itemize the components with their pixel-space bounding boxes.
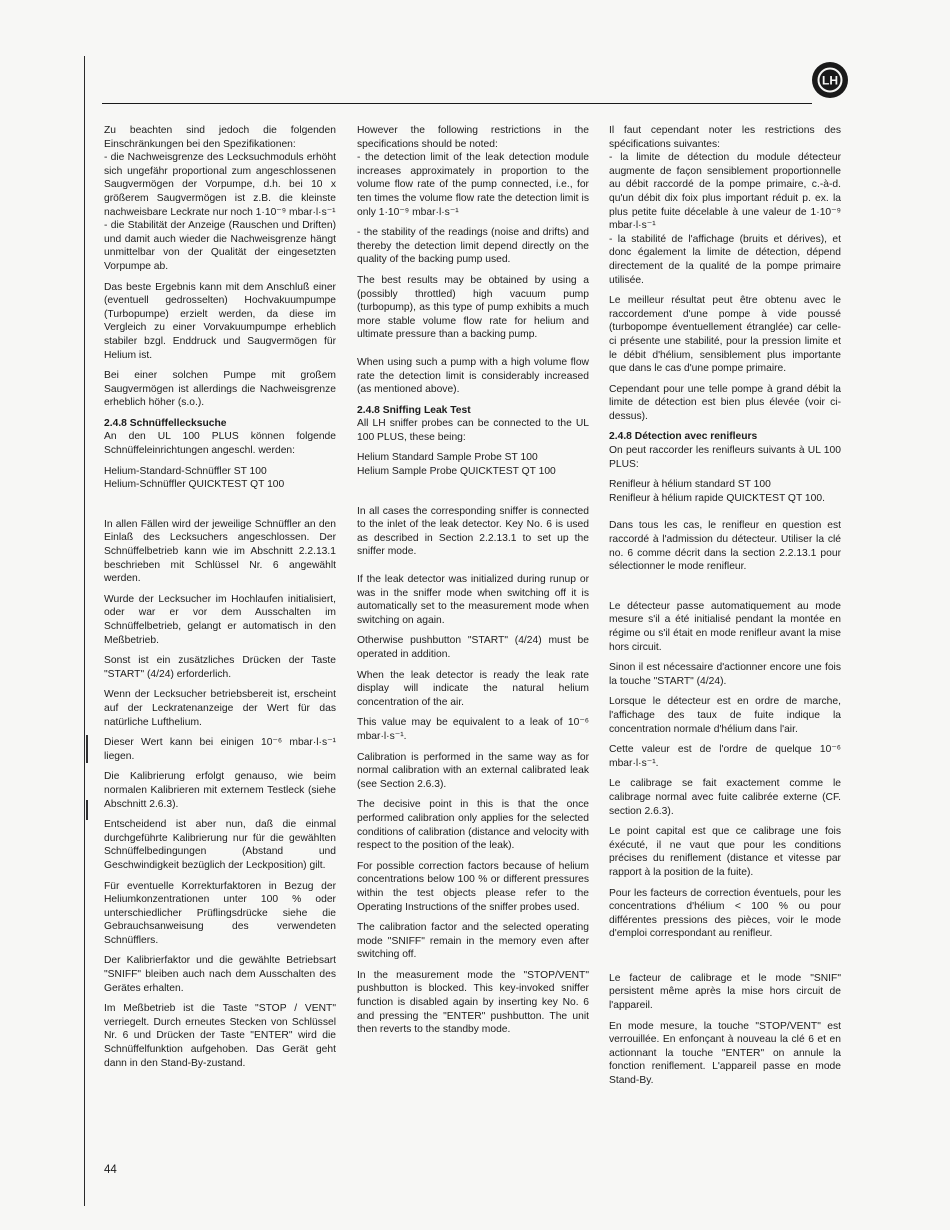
bullet: - the stability of the readings (noise and drifts) and thereby the detection limit depend directly on the quality of the backing pump used. xyxy=(357,227,589,266)
paragraph: Für eventuelle Korrekturfaktoren in Bezug der Heliumkonzentrationen unter 100 % oder unterschiedlicher Prüflingsdrücke siehe die Gebrauchsanweisung des verwendeten Schnüfflers. xyxy=(104,880,336,946)
header-rule xyxy=(102,103,812,104)
paragraph: Das beste Ergebnis kann mit dem Anschluß einer (eventuell gedrosselten) Hochvakuumpumpe (Turbopumpe) erzielt werden, da diese im Vergleich zu einer Vorvakuumpumpe erheblich stabiler bzgl. Enddruck und Saugvermögen für Helium ist. xyxy=(104,281,336,361)
paragraph: Dieser Wert kann bei einigen 10⁻⁶ mbar·l·s⁻¹ liegen. xyxy=(104,737,336,762)
paragraph: Il faut cependant noter les restrictions des spécifications suivantes: xyxy=(609,125,841,150)
probe-item: Renifleur à hélium rapide QUICKTEST QT 100. xyxy=(609,492,825,504)
change-bar xyxy=(86,800,88,820)
paragraph: Lorsque le détecteur est en ordre de marche, l'affichage des taux de fuite indique la concentration normale d'hélium dans l'air. xyxy=(609,696,841,735)
paragraph: The best results may be obtained by using a (possibly throttled) high vacuum pump (turbopump), as this type of pump exhibits a much more stable volume flow rate for helium and ultimate pressure than a backing pump. xyxy=(357,274,589,341)
probe-item: Renifleur à hélium standard ST 100 xyxy=(609,479,771,491)
column-english xyxy=(357,124,589,1037)
paragraph: Im Meßbetrieb ist die Taste "STOP / VENT" verriegelt. Durch erneutes Stecken von Schlüssel Nr. 6 und Drücken der Taste "ENTER" wird die Schnüffelfunktion aufgehoben. Das Gerät geht dann in den Stand-By-zustand. xyxy=(104,1003,336,1069)
paragraph: If the leak detector was initialized during runup or was in the sniffer mode when switching off it is automatically set to the measurement mode when switching on again. xyxy=(357,574,589,626)
paragraph: For possible correction factors because of helium concentrations below 100 % or different pressures within the test objects please refer to the Operating Instructions of the sniffer probes used. xyxy=(357,860,589,913)
bullet: - die Nachweisgrenze des Lecksuchmoduls erhöht sich ungefähr proportional zum angeschlossenen Saugvermögen der Vorpumpe, d.h. bei 10 x größerem Saugvermögen ist z.B. die kleinste nachweisbare Leckrate nur noch 1·10⁻⁹ mbar·l·s⁻¹ xyxy=(104,152,336,218)
paragraph: The decisive point in this is that the once performed calibration only applies for the selected conditions of calibration (distance and velocity with respect to the position of the leak). xyxy=(357,799,589,852)
bullet: - die Stabilität der Anzeige (Rauschen und Driften) und damit auch wieder die Nachweisgrenze hängt unmittelbar von der Qualität der eingesetzten Vorpumpe ab. xyxy=(104,220,336,272)
section-heading: 2.4.8 Sniffing Leak Test xyxy=(357,404,471,416)
paragraph: Le point capital est que ce calibrage une fois éxécuté, il ne vaut que pour les conditions précises du reniflement (distance et vitesse par rapport à la position de la fuite). xyxy=(609,826,841,878)
paragraph: Der Kalibrierfaktor und die gewählte Betriebsart "SNIFF" bleiben auch nach dem Ausschalten des Gerätes erhalten. xyxy=(104,955,336,994)
paragraph: Sonst ist ein zusätzliches Drücken der Taste "START" (4/24) erforderlich. xyxy=(104,655,336,680)
page-number: 44 xyxy=(104,1164,117,1176)
paragraph: Le détecteur passe automatiquement au mode mesure s'il a été initialisé pendant la montée en régime ou s'il était en mode renifleur avant la mise hors circuit. xyxy=(609,600,841,653)
section-heading: 2.4.8 Détection avec renifleurs xyxy=(609,431,758,443)
paragraph: Pour les facteurs de correction éventuels, pour les concentrations d'hélium < 100 % ou pour différentes pressions des pièces, voir le mode d'emploi correspondant au renifleur. xyxy=(609,887,841,940)
paragraph: However the following restrictions in the specifications should be noted: xyxy=(357,125,589,150)
paragraph: An den UL 100 PLUS können folgende Schnüffeleinrichtungen angeschl. werden: xyxy=(104,431,336,457)
probe-item: Helium-Schnüffler QUICKTEST QT 100 xyxy=(104,479,285,491)
paragraph: Dans tous les cas, le renifleur en question est raccordé à l'admission du détecteur. Utiliser la clé no. 6 comme décrit dans la section 2.2.13.1 pour sélectionner le mode renifleur. xyxy=(609,520,841,573)
paragraph: Wenn der Lecksucher betriebsbereit ist, erscheint auf der Leckratenanzeige der Wert für das natürliche Lufthelium. xyxy=(104,689,336,728)
paragraph: In all cases the corresponding sniffer is connected to the inlet of the leak detector. Key No. 6 is used as described in Section 2.2.13.1 to set up the sniffer mode. xyxy=(357,505,589,558)
paragraph: Le meilleur résultat peut être obtenu avec le raccordement d'une pompe à vide poussé (turbopompe éventuellement étranglée) car celle-ci présente une stabilité, pour la pression limite et le débit d'hélium, sensiblement plus importante que dans le cas d'une pompe primaire. xyxy=(609,295,841,375)
paragraph: Wurde der Lecksucher im Hochlaufen initialisiert, oder war er vor dem Ausschalten im Schnüffelbetrieb, gelangt er automatisch in den Meßbetrieb. xyxy=(104,593,336,646)
paragraph: All LH sniffer probes can be connected to the UL 100 PLUS, these being: xyxy=(357,418,589,443)
paragraph: Bei einer solchen Pumpe mit großem Saugvermögen ist allerdings die Nachweisgrenze erheblich höher (s.o.). xyxy=(104,370,336,409)
paragraph: En mode mesure, la touche "STOP/VENT" est verrouillée. En enfonçant à nouveau la clé 6 et en actionnant la touche "ENTER" on annule la fonction reniflement. L'appareil passe en mode Stand-By. xyxy=(609,1020,841,1087)
paragraph: In allen Fällen wird der jeweilige Schnüffler an den Einlaß des Lecksuchers angeschlossen. Der Schnüffelbetrieb kann wie im Abschnitt 2.2.13.1 beschrieben mit Schlüssel Nr. 6 angewählt werden. xyxy=(104,518,336,585)
lh-logo-icon xyxy=(812,62,848,98)
left-margin-rule xyxy=(84,56,85,1206)
column-french xyxy=(609,124,841,1088)
paragraph: In the measurement mode the "STOP/VENT" pushbutton is blocked. This key-invoked sniffer function is disabled again by inserting key No. 6 and pressing the "ENTER" pushbutton. The unit then reverts to the standby mode. xyxy=(357,969,589,1036)
probe-item: Helium Standard Sample Probe ST 100 xyxy=(357,452,538,464)
paragraph: Calibration is performed in the same way as for normal calibration with an external calibrated leak (see Section 2.6.3). xyxy=(357,751,589,790)
bullet: - la limite de détection du module détecteur augmente de façon sensiblement proportionnelle au débit raccordé de la pompe primaire, c.-à-d. qu'un débit dix foix plus important réduit p. ex. la plus petite fuite décelable à une valeur de 1·10⁻⁹ mbar·l·s⁻¹ xyxy=(609,152,841,232)
paragraph: Die Kalibrierung erfolgt genauso, wie beim normalen Kalibrieren mit externem Testleck (siehe Abschnitt 2.6.3). xyxy=(104,771,336,810)
column-german xyxy=(104,124,336,1070)
probe-item: Helium-Standard-Schnüffler ST 100 xyxy=(104,465,267,477)
paragraph: Entscheidend ist aber nun, daß die einmal durchgeführte Kalibrierung nur für die gewählten Schnüffelbedingungen (Abstand und Geschwindigkeit bezüglich der Leckposition) gilt. xyxy=(104,819,336,871)
lh-logo-mark xyxy=(815,65,845,95)
paragraph: This value may be equivalent to a leak of 10⁻⁶ mbar·l·s⁻¹. xyxy=(357,717,589,742)
paragraph: Cette valeur est de l'ordre de quelque 10⁻⁶ mbar·l·s⁻¹. xyxy=(609,744,841,769)
paragraph: Sinon il est nécessaire d'actionner encore une fois la touche "START" (4/24). xyxy=(609,662,841,687)
paragraph: Zu beachten sind jedoch die folgenden Einschränkungen bei den Spezifikationen: xyxy=(104,125,336,150)
bullet: - la stabilité de l'affichage (bruits et dérives), et donc également la limite de détection, dépend directement de la qualité de la pompe primaire utilisée. xyxy=(609,233,841,286)
bullet: - the detection limit of the leak detection module increases approximately in proportion to the volume flow rate of the pump connected, i.e., for ten times the volume flow rate the detection limit is only 1·10⁻⁹ mbar·l·s⁻¹ xyxy=(357,152,589,218)
paragraph: On peut raccorder les renifleurs suivants à UL 100 PLUS: xyxy=(609,445,841,470)
section-heading: 2.4.8 Schnüffellecksuche xyxy=(104,417,227,429)
paragraph: Cependant pour une telle pompe à grand débit la limite de détection est bien plus élevée (voir ci-dessus). xyxy=(609,383,841,422)
change-bar xyxy=(86,735,88,763)
paragraph: Otherwise pushbutton "START" (4/24) must be operated in addition. xyxy=(357,635,589,660)
paragraph: When the leak detector is ready the leak rate display will indicate the natural helium concentration of the air. xyxy=(357,669,589,708)
probe-item: Helium Sample Probe QUICKTEST QT 100 xyxy=(357,466,556,478)
logo-text: LH xyxy=(822,73,838,88)
paragraph: When using such a pump with a high volume flow rate the detection limit is considerably increased (as mentioned above). xyxy=(357,356,589,396)
paragraph: The calibration factor and the selected operating mode "SNIFF" remain in the memory even after switching off. xyxy=(357,922,589,961)
paragraph: Le facteur de calibrage et le mode "SNIF" persistent même après la mise hors circuit de l'appareil. xyxy=(609,972,841,1012)
paragraph: Le calibrage se fait exactement comme le calibrage normal avec fuite calibrée externe (CF. section 2.6.3). xyxy=(609,778,841,817)
